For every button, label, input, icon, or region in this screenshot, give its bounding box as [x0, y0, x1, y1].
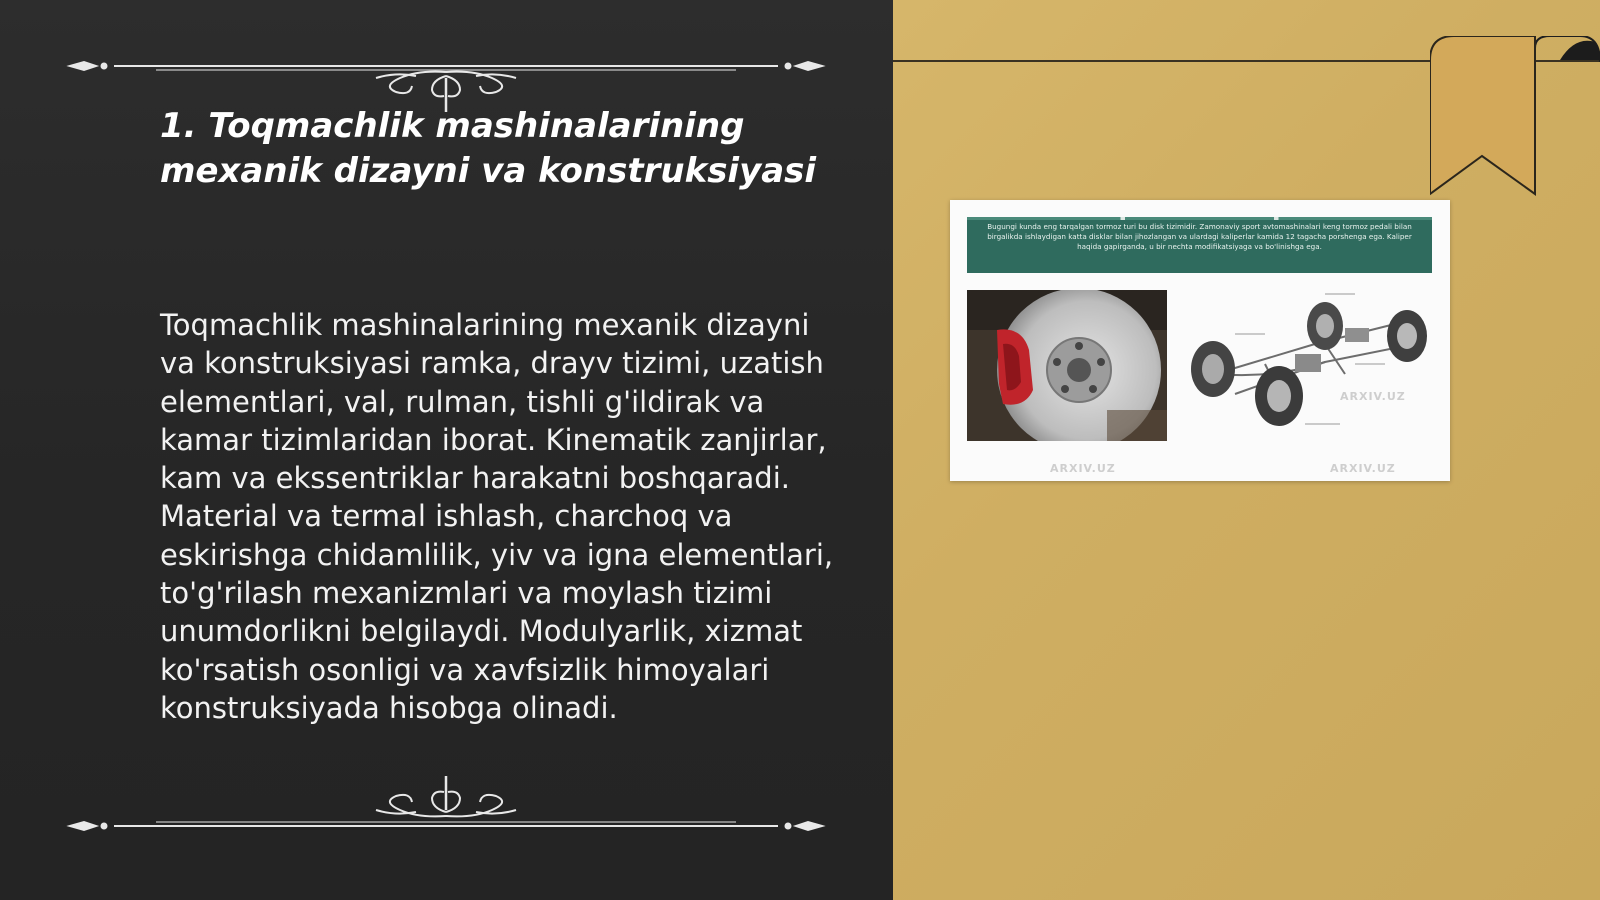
slide-title: 1. Toqmachlik mashinalarining mexanik dizayni va konstruksiyasi — [160, 106, 817, 191]
figure-caption: Bugungi kunda eng tarqalgan tormoz turi bu disk tizimidir. Zamonaviy sport avtomashinalari keng tormoz pedali bilan birgalikda ishlaydigan katta disklar bilan jihozlangan va ulardagi kaliperlar kamida 12 tagacha porshenga ega. Kaliper haqida gapirganda, u bir nechta modifikatsiyaga va bo'linishga ega. — [967, 217, 1432, 273]
brake-system-figure — [950, 200, 1450, 481]
watermark: ARXIV.UZ — [1330, 462, 1396, 475]
chassis-brake-diagram — [1175, 284, 1435, 446]
ornamental-divider-icon — [66, 774, 826, 834]
watermark: ARXIV.UZ — [1050, 462, 1116, 475]
bookmark-ribbon-icon — [1430, 36, 1600, 198]
watermark: ARXIV.UZ — [1340, 390, 1406, 403]
brake-disc-photo — [967, 290, 1167, 441]
slide-body-text: Toqmachlik mashinalarining mexanik dizayni va konstruksiyasi ramka, drayv tizimi, uzatish elementlari, val, rulman, tishli g'ildirak va kamar tizimlaridan iborat. Kinematik zanjirlar, kam va ekssentriklar harakatni boshqaradi. Material va termal ishlash, charchoq va eskirishga chidamlilik, yiv va igna elementlari, to'g'rilash mexanizmlari va moylash tizimi unumdorlikni belgilaydi. Modulyarlik, xizmat ko'rsatish osonligi va xavfsizlik himoyalari konstruksiyada hisobga olinadi. — [160, 308, 834, 725]
